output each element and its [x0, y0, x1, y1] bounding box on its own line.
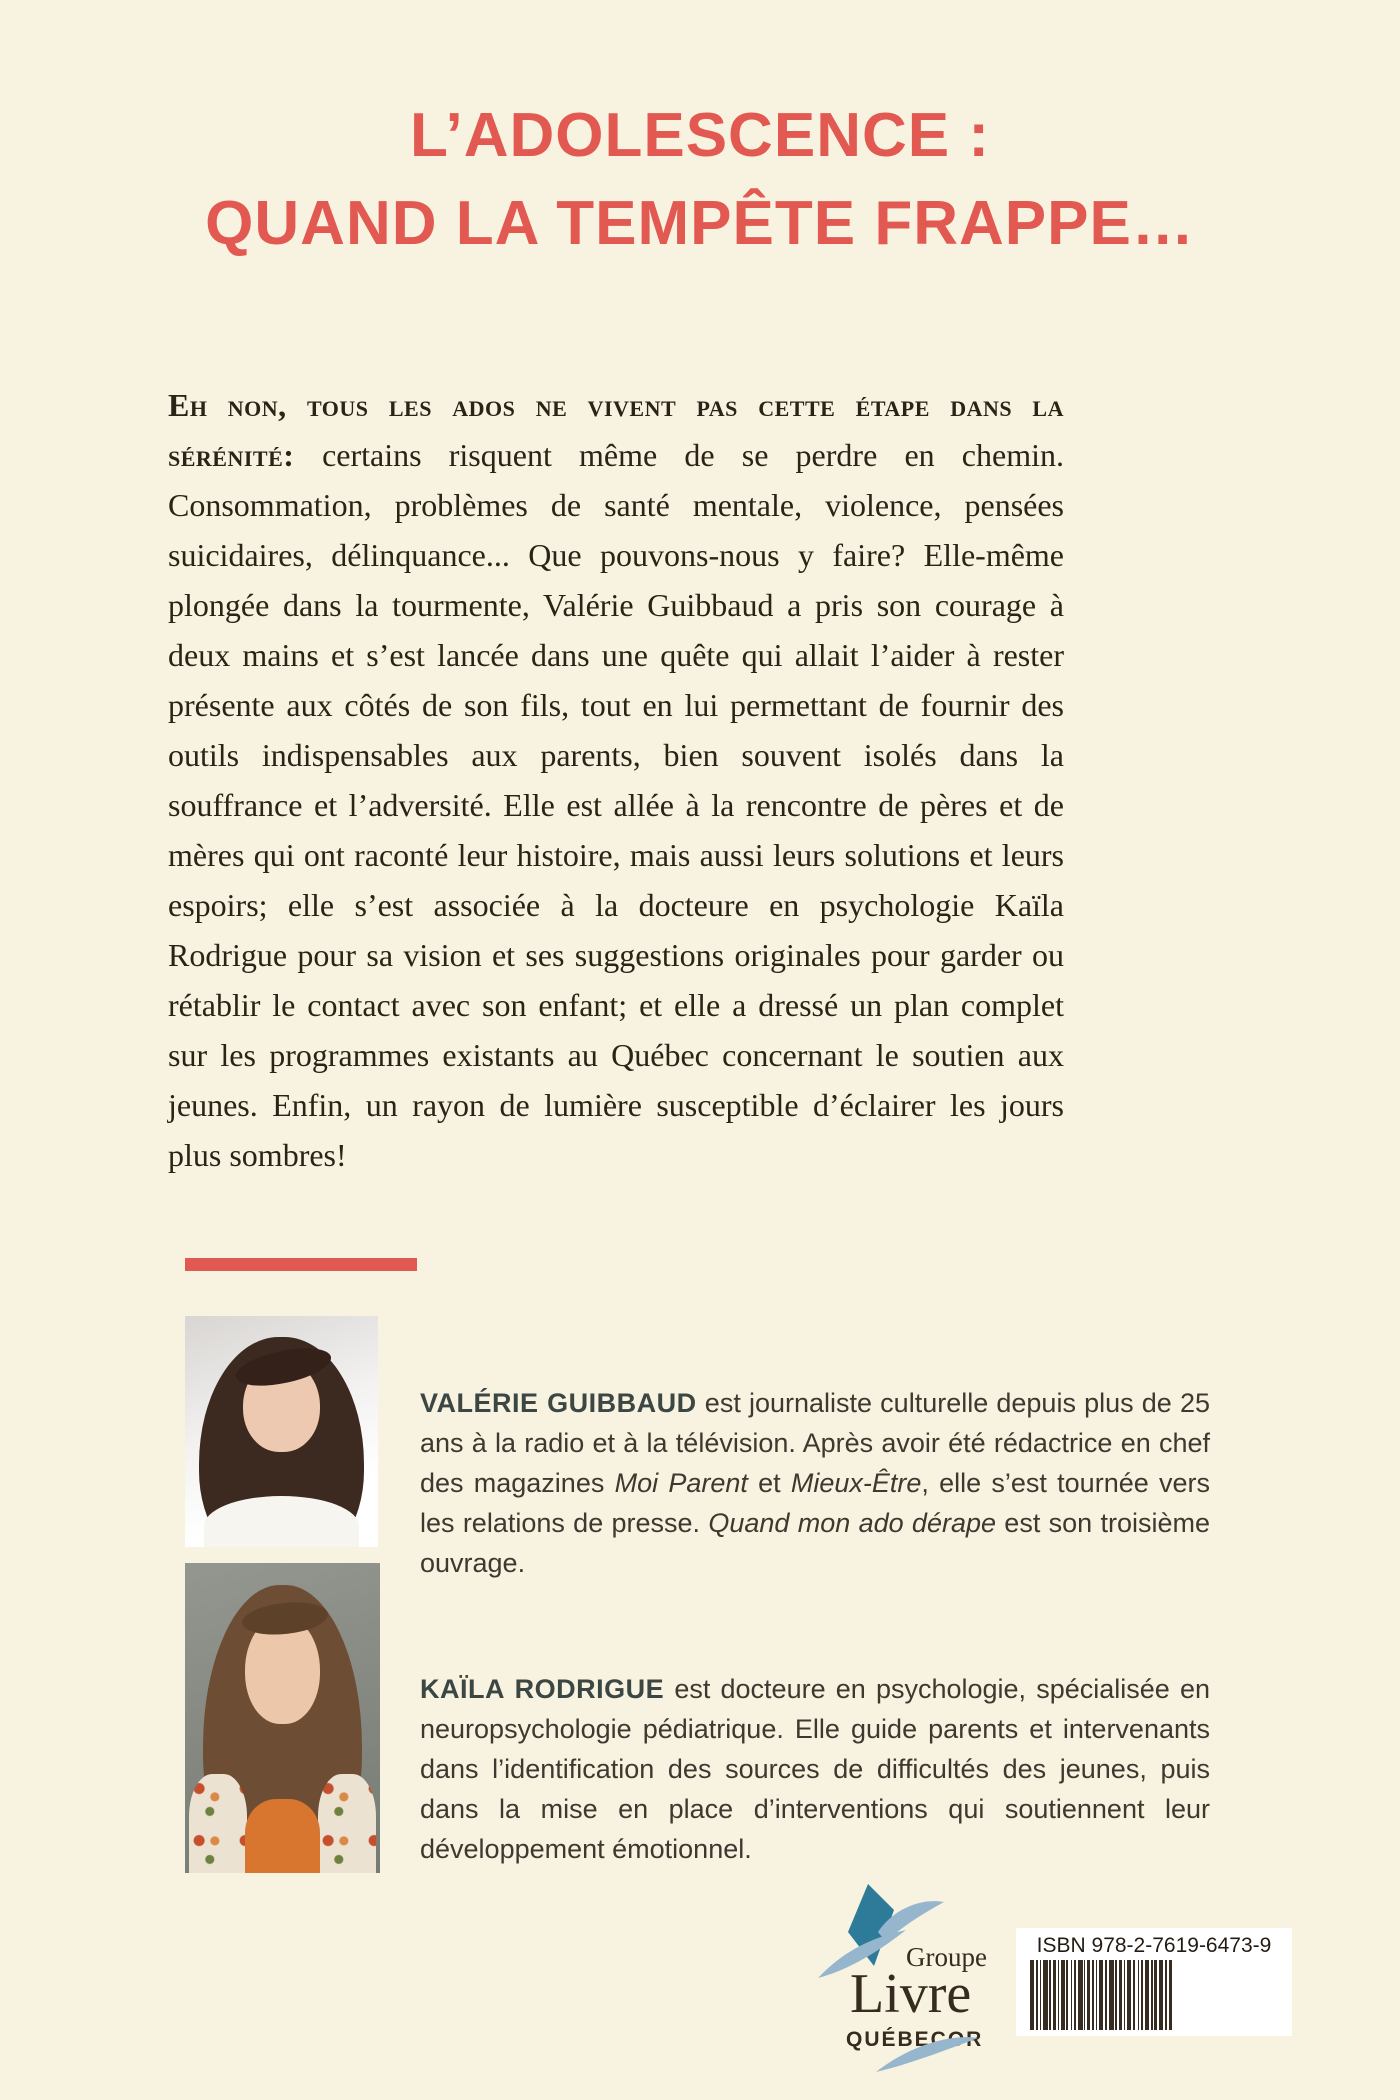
- isbn-label: ISBN 978-2-7619-6473-9: [1036, 1934, 1272, 1957]
- logo-text-quebecor: QUÉBECOR: [846, 2028, 984, 2051]
- author-photo-kaila: [185, 1563, 380, 1873]
- portrait-orange-turtleneck: [245, 1799, 319, 1873]
- author-name-valerie: VALÉRIE GUIBBAUD: [420, 1388, 697, 1418]
- isbn-barcode-block: [1016, 1928, 1292, 2036]
- publisher-logo-groupe-livre-quebecor: [812, 1876, 1012, 2081]
- logo-text-livre: Livre: [850, 1963, 972, 2025]
- logo-text-groupe: Groupe: [906, 1942, 987, 1972]
- title-line-1: L’ADOLESCENCE :: [410, 101, 990, 170]
- barcode-gap: [1172, 1960, 1173, 2030]
- author-name-kaila: KAÏLA RODRIGUE: [420, 1674, 665, 1704]
- synopsis-lead-smallcaps: Eh non, tous les ados ne vivent pas cette étape dans la sérénité:: [168, 387, 1064, 473]
- author-photo-valerie: [185, 1316, 378, 1547]
- bio-valerie-text: est journaliste culturelle depuis plus de 25 ans à la radio et à la télévision. Après avoir été rédactrice en chef des magazines Moi Parent et Mieux-Être, elle s’est tournée vers les relations de presse. Quand mon ado dérape est son troisième ouvrage.: [420, 1388, 1210, 1578]
- portrait-floral-jacket-left: [189, 1774, 248, 1873]
- synopsis-paragraph: [168, 380, 1064, 1180]
- bio-valerie-guibbaud: [420, 1383, 1210, 1583]
- portrait-floral-jacket-right: [318, 1774, 377, 1873]
- bio-kaila-text: est docteure en psychologie, spécialisée en neuropsychologie pédiatrique. Elle guide parents et intervenants dans l’identification des sources de difficultés des jeunes, puis dans la mise en place d’interventions qui soutiennent leur développement émotionnel.: [420, 1674, 1210, 1864]
- red-divider-bar: [185, 1258, 417, 1271]
- title-line-2: QUAND LA TEMPÊTE FRAPPE…: [205, 189, 1195, 258]
- bio-kaila-rodrigue: [420, 1669, 1210, 1869]
- barcode-stripes: [1030, 1960, 1278, 2030]
- publisher-logo-icon: [812, 1876, 1012, 2081]
- back-cover-title: [0, 92, 1400, 268]
- synopsis-body-text: certains risquent même de se perdre en chemin. Consommation, problèmes de santé mentale, violence, pensées suicidaires, délinquance... Que pouvons-nous y faire? Elle-même plongée dans la tourmente, Valérie Guibbaud a pris son courage à deux mains et s’est lancée dans une quête qui allait l’aider à rester présente aux côtés de son fils, tout en lui permettant de fournir des outils indispensables aux parents, bien souvent isolés dans la souffrance et l’adversité. Elle est allée à la rencontre de pères et de mères qui ont raconté leur histoire, mais aussi leurs solutions et leurs espoirs; elle s’est associée à la docteure en psychologie Kaïla Rodrigue pour sa vision et ses suggestions originales pour garder ou rétablir le contact avec son enfant; et elle a dressé un plan complet sur les programmes existants au Québec concernant le soutien aux jeunes. Enfin, un rayon de lumière susceptible d’éclairer les jours plus sombres!: [168, 437, 1064, 1173]
- portrait-white-sweater: [204, 1496, 358, 1547]
